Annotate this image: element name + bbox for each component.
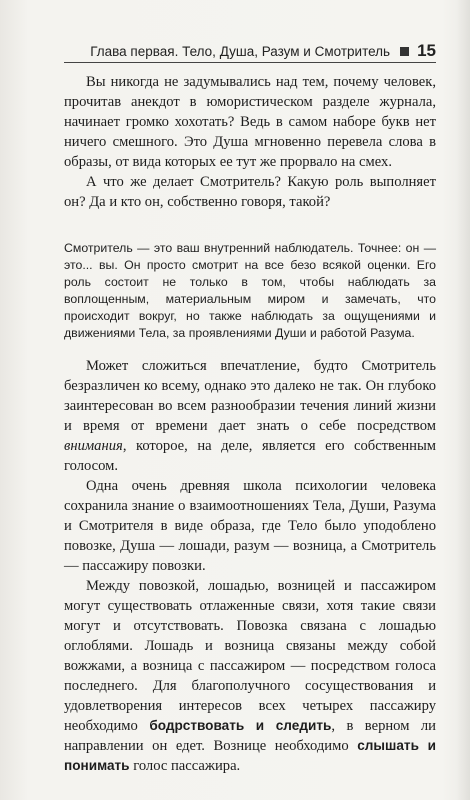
paragraph-5: Между повозкой, лошадью, возницей и пассажиром могут существовать отлаженные связи, хотя такие связи могут и отсутствовать. Повозка связана с лошадью оглоблями. Лошадь и возница связаны между собой вожжами, а возница с пассажиром — посредством голоса последнего. Для благополучного сосуществования и удовлетворения интересов всех четырех пассажиру необходимо бодрствовать и следить, в верном ли направлении он едет. Вознице необходимо слышать и понимать голос пассажира. bbox=[64, 578, 437, 774]
chapter-title: Глава первая. Тело, Душа, Разум и Смотритель bbox=[90, 43, 391, 59]
paragraph-4: Одна очень древняя школа психологии человека сохранила знание о взаимоотношениях Тела, Души, Разума и Смотрителя в виде образа, где Тело было уподоблено повозке, Душа — лошади, разум — возница, а Смотритель — пассажиру повозки. bbox=[64, 478, 436, 574]
paragraph-3: Может сложиться впечатление, будто Смотритель безразличен ко всему, однако это далеко не так. Он глубоко заинтересован во всем разнообразии течения линий жизни и время от времени дает знать о себе посредством внимания, которое, на деле, является его собственным голосом. bbox=[64, 358, 436, 474]
callout-box: Смотритель — это ваш внутренний наблюдатель. Точнее: он — это... вы. Он просто смотрит на все безо всякой оценки. Его роль состоит не только в том, чтобы наблюдать за воплощенным, материальным миром и замечать, что происходит вокруг, но также наблюдать за ощущениями и движениями Тела, за проявлениями Души и работой Разума. bbox=[64, 241, 436, 340]
paragraph-2: А что же делает Смотритель? Какую роль выполняет он? Да и кто он, собственно говоря, такой? bbox=[64, 174, 436, 210]
running-header bbox=[64, 40, 436, 63]
emphasis-bold-1: бодрствовать и следить bbox=[149, 718, 332, 733]
emphasis-bold-2: слышать и понимать bbox=[64, 738, 437, 773]
square-bullet-icon bbox=[400, 47, 409, 56]
page-number: 15 bbox=[417, 41, 436, 60]
page-body bbox=[64, 72, 436, 776]
emphasis-italic: внимания bbox=[64, 438, 123, 454]
paragraph-1: Вы никогда не задумывались над тем, почему человек, прочитав анекдот в юмористическом разделе журнала, начинает громко хохотать? Ведь в самом наборе букв нет ничего смешного. Это Душа мгновенно перевела слова в образы, от вида которых ее тут же прорвало на смех. bbox=[64, 74, 436, 170]
page-edge-shadow bbox=[456, 0, 470, 800]
